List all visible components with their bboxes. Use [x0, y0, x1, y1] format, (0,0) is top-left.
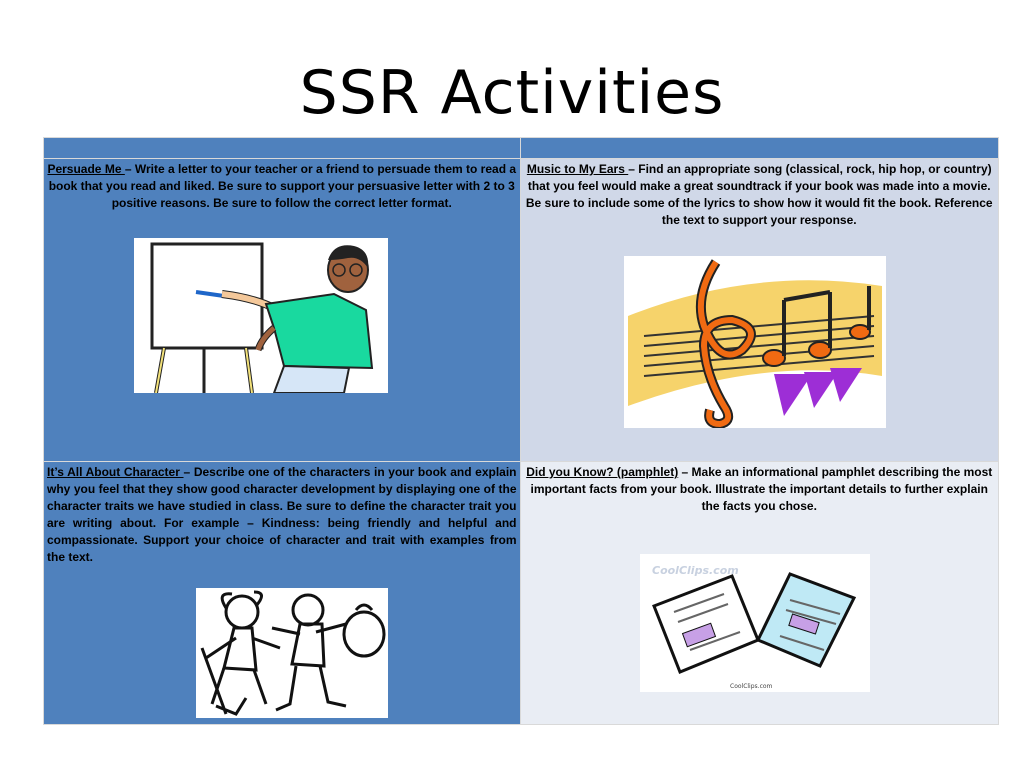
character-heading: It’s All About Character	[47, 465, 184, 479]
credit-text: CoolClips.com	[730, 683, 773, 690]
character-text	[44, 462, 520, 566]
boy-easel-clipart	[134, 238, 388, 393]
music-body: – Find an appropriate song (classical, rock, hip hop, or country) that you feel would make a great soundtrack if your book was made into a movie. Be sure to include some of the lyrics to show how it would fit the book. Reference the text to support your response.	[525, 162, 993, 227]
pamphlet-clipart	[640, 554, 870, 692]
persuade-body: – Write a letter to your teacher or a friend to persuade them to read a book that you read and liked. Be sure to support your persuasive letter with 2 to 3 positive reasons. Be sure to follow the correct letter format.	[48, 162, 517, 210]
pamphlet-illustration	[640, 554, 870, 692]
kids-illustration	[196, 588, 388, 718]
header-cell-right	[520, 138, 999, 159]
boy-easel-illustration	[134, 238, 388, 393]
kids-clipart	[196, 588, 388, 718]
pamphlet-heading: Did you Know? (pamphlet)	[526, 465, 679, 479]
watermark-text: CoolClips.com	[652, 564, 739, 577]
persuade-heading: Persuade Me	[47, 162, 125, 176]
pamphlet-text	[521, 462, 999, 515]
header-cell-left	[44, 138, 521, 159]
music-heading: Music to My Ears	[526, 162, 629, 176]
music-notes-illustration	[624, 256, 886, 428]
character-body: – Describe one of the characters in your book and explain why you feel that they show good character development by displaying one of the character traits we have studied in class. Be sure to define the character trait you are writing about. For example – Kindness: being friendly and helpful and compassionate. Support your choice of character and trait with examples from the text.	[47, 465, 517, 564]
slide-title: SSR Activities	[299, 58, 725, 128]
music-text	[521, 159, 999, 229]
pamphlet-body: – Make an informational pamphlet describing the most important facts from your book. Illustrate the important details to further explain the facts you chose.	[530, 465, 993, 513]
music-notes-clipart	[624, 256, 886, 428]
table-header-row	[44, 138, 999, 159]
persuade-text	[44, 159, 520, 212]
